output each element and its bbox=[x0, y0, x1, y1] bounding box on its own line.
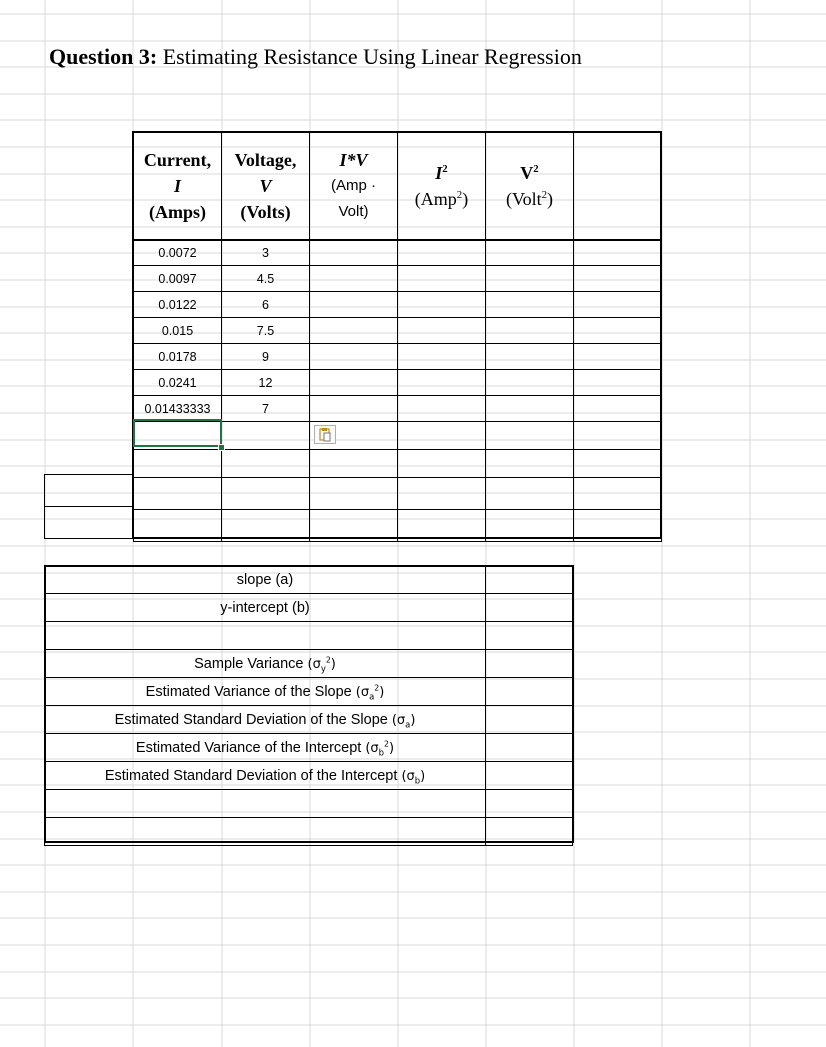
empty-cell[interactable] bbox=[134, 510, 222, 542]
stats-row bbox=[45, 734, 573, 762]
empty-cell[interactable] bbox=[574, 478, 662, 510]
stats-label-slope[interactable]: slope (a) bbox=[45, 566, 486, 594]
empty-cell[interactable] bbox=[574, 396, 662, 422]
stats-row bbox=[45, 566, 573, 594]
table-row bbox=[134, 450, 662, 478]
stats-label-var-intercept[interactable]: Estimated Variance of the Intercept $(\sigma_b^2)$ bbox=[45, 734, 486, 762]
empty-cell[interactable] bbox=[310, 370, 398, 396]
stats-value-intercept[interactable] bbox=[486, 594, 573, 622]
table-row bbox=[134, 396, 662, 422]
data-table bbox=[133, 132, 662, 542]
empty-cell[interactable] bbox=[222, 450, 310, 478]
stats-value-slope[interactable] bbox=[486, 566, 573, 594]
empty-cell[interactable] bbox=[574, 292, 662, 318]
empty-cell[interactable] bbox=[574, 510, 662, 542]
empty-cell[interactable] bbox=[310, 450, 398, 478]
header-row bbox=[134, 133, 662, 240]
empty-cell[interactable] bbox=[486, 266, 574, 292]
voltage-cell[interactable]: 7 bbox=[222, 396, 310, 422]
header-iv[interactable]: I*V (Amp · Volt) bbox=[310, 133, 398, 240]
voltage-cell[interactable]: 12 bbox=[222, 370, 310, 396]
empty-cell[interactable] bbox=[398, 422, 486, 450]
stats-row bbox=[45, 594, 573, 622]
empty-cell[interactable] bbox=[486, 478, 574, 510]
empty-cell[interactable] bbox=[398, 292, 486, 318]
empty-cell[interactable] bbox=[310, 266, 398, 292]
empty-cell[interactable] bbox=[398, 450, 486, 478]
stats-value-var-intercept[interactable] bbox=[486, 734, 573, 762]
table-row bbox=[134, 370, 662, 396]
empty-cell[interactable] bbox=[574, 318, 662, 344]
empty-cell[interactable] bbox=[574, 240, 662, 266]
empty-cell[interactable] bbox=[310, 478, 398, 510]
empty-cell[interactable] bbox=[222, 478, 310, 510]
empty-cell[interactable] bbox=[310, 318, 398, 344]
voltage-cell[interactable]: 3 bbox=[222, 240, 310, 266]
stats-label-sample-variance[interactable]: Sample Variance $(\sigma_y^2)$ bbox=[45, 650, 486, 678]
empty-cell[interactable] bbox=[398, 266, 486, 292]
empty-cell[interactable] bbox=[574, 422, 662, 450]
header-v-squared[interactable]: $V^2$ (Volt$^2$) bbox=[486, 133, 574, 240]
stats-row bbox=[45, 706, 573, 734]
empty-cell[interactable] bbox=[486, 240, 574, 266]
empty-cell[interactable] bbox=[486, 292, 574, 318]
header-i-squared[interactable]: $I^2$ (Amp$^2$) bbox=[398, 133, 486, 240]
current-cell[interactable]: 0.0122 bbox=[134, 292, 222, 318]
stats-table bbox=[44, 565, 573, 846]
empty-cell[interactable] bbox=[398, 370, 486, 396]
voltage-cell[interactable]: 6 bbox=[222, 292, 310, 318]
table-row bbox=[134, 344, 662, 370]
side-cell-2[interactable] bbox=[44, 506, 134, 539]
table-row bbox=[134, 478, 662, 510]
stats-value-blank-2[interactable] bbox=[486, 790, 573, 818]
empty-cell[interactable] bbox=[486, 450, 574, 478]
stats-value-blank[interactable] bbox=[486, 622, 573, 650]
empty-cell[interactable] bbox=[486, 510, 574, 542]
empty-cell[interactable] bbox=[398, 396, 486, 422]
empty-cell[interactable] bbox=[310, 396, 398, 422]
empty-cell[interactable] bbox=[310, 510, 398, 542]
empty-cell[interactable] bbox=[486, 370, 574, 396]
stats-row bbox=[45, 762, 573, 790]
stats-label-sd-slope[interactable]: Estimated Standard Deviation of the Slope $(\sigma_a)$ bbox=[45, 706, 486, 734]
stats-label-var-slope[interactable]: Estimated Variance of the Slope $(\sigma_a^2)$ bbox=[45, 678, 486, 706]
empty-cell[interactable] bbox=[486, 344, 574, 370]
stats-label-blank-2[interactable] bbox=[45, 790, 486, 818]
page-title: Question 3: Estimating Resistance Using Linear Regression bbox=[49, 44, 582, 69]
table-row bbox=[134, 318, 662, 344]
empty-cell[interactable] bbox=[398, 510, 486, 542]
current-cell[interactable]: 0.0072 bbox=[134, 240, 222, 266]
stats-value-sample-variance[interactable] bbox=[486, 650, 573, 678]
stats-row bbox=[45, 622, 573, 650]
side-cell-1[interactable] bbox=[44, 474, 134, 507]
empty-cell[interactable] bbox=[398, 344, 486, 370]
stats-row bbox=[45, 650, 573, 678]
voltage-cell[interactable]: 4.5 bbox=[222, 266, 310, 292]
current-cell[interactable]: 0.015 bbox=[134, 318, 222, 344]
current-cell[interactable]: 0.0178 bbox=[134, 344, 222, 370]
stats-row bbox=[45, 818, 573, 846]
stats-row bbox=[45, 790, 573, 818]
empty-cell[interactable] bbox=[310, 344, 398, 370]
stats-label-blank-3[interactable] bbox=[45, 818, 486, 846]
current-cell[interactable]: 0.0097 bbox=[134, 266, 222, 292]
current-cell[interactable]: 0.0241 bbox=[134, 370, 222, 396]
empty-cell[interactable] bbox=[574, 266, 662, 292]
empty-cell[interactable] bbox=[222, 510, 310, 542]
table-row bbox=[134, 292, 662, 318]
header-empty[interactable] bbox=[574, 133, 662, 240]
empty-cell[interactable] bbox=[398, 240, 486, 266]
empty-cell[interactable] bbox=[486, 422, 574, 450]
empty-cell[interactable] bbox=[398, 318, 486, 344]
voltage-cell[interactable]: 9 bbox=[222, 344, 310, 370]
fill-handle[interactable] bbox=[218, 444, 225, 451]
stats-label-intercept[interactable]: y-intercept (b) bbox=[45, 594, 486, 622]
stats-value-var-slope[interactable] bbox=[486, 678, 573, 706]
stats-value-sd-intercept[interactable] bbox=[486, 762, 573, 790]
empty-cell[interactable] bbox=[310, 292, 398, 318]
stats-label-sd-intercept[interactable]: Estimated Standard Deviation of the Intercept $(\sigma_b)$ bbox=[45, 762, 486, 790]
stats-value-blank-3[interactable] bbox=[486, 818, 573, 846]
table-row bbox=[134, 266, 662, 292]
empty-cell[interactable] bbox=[486, 396, 574, 422]
empty-cell[interactable] bbox=[574, 450, 662, 478]
table-row bbox=[134, 510, 662, 542]
empty-cell[interactable] bbox=[310, 240, 398, 266]
empty-cell[interactable] bbox=[486, 318, 574, 344]
stats-row bbox=[45, 678, 573, 706]
current-cell[interactable]: 0.01433333 bbox=[134, 396, 222, 422]
empty-cell[interactable] bbox=[222, 422, 310, 450]
header-current[interactable]: Current, I (Amps) bbox=[134, 133, 222, 240]
voltage-cell[interactable]: 7.5 bbox=[222, 318, 310, 344]
selected-cell[interactable] bbox=[133, 419, 222, 447]
empty-cell[interactable] bbox=[134, 450, 222, 478]
empty-cell[interactable] bbox=[134, 478, 222, 510]
table-row bbox=[134, 240, 662, 266]
paste-options-icon[interactable] bbox=[314, 425, 336, 444]
empty-cell[interactable] bbox=[398, 478, 486, 510]
stats-label-blank[interactable] bbox=[45, 622, 486, 650]
empty-cell[interactable] bbox=[574, 370, 662, 396]
stats-value-sd-slope[interactable] bbox=[486, 706, 573, 734]
empty-cell[interactable] bbox=[574, 344, 662, 370]
header-voltage[interactable]: Voltage, V (Volts) bbox=[222, 133, 310, 240]
